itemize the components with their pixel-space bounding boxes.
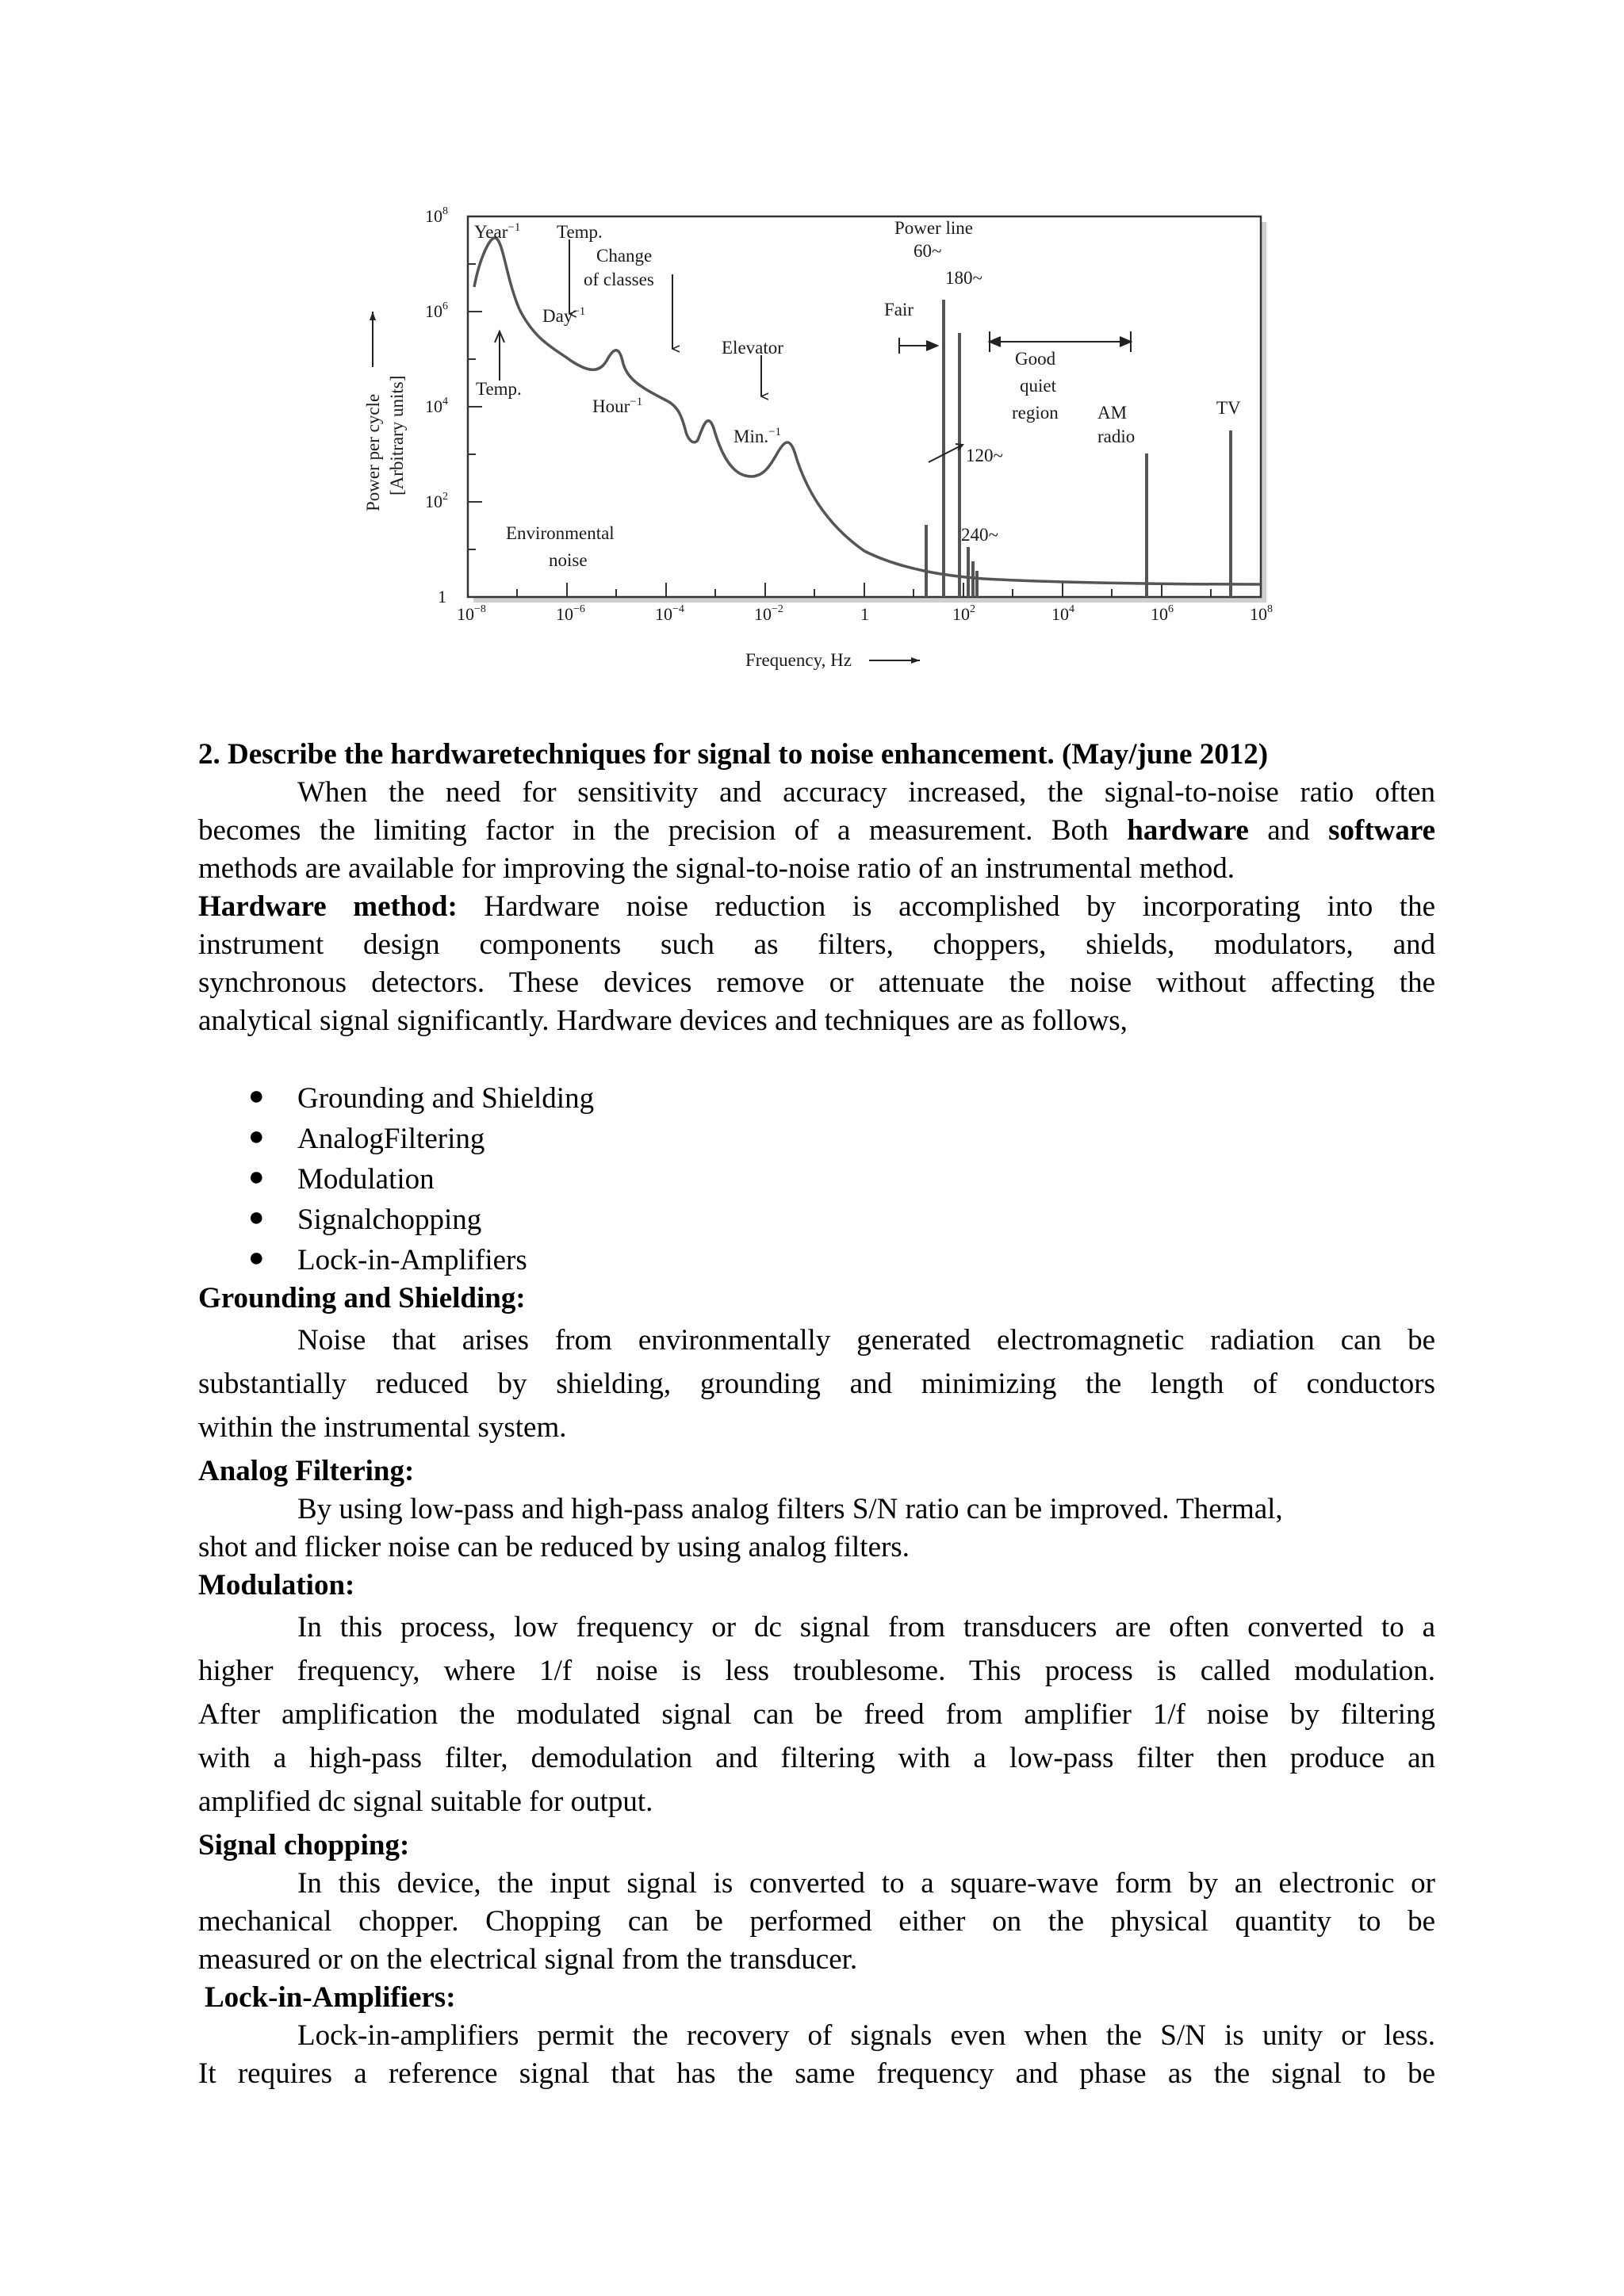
x-tick-label: $10^{-8}$ [457,603,486,624]
question-heading: 2. Describe the hardwaretechniques for signal to noise enhancement. (May/june 2012) [198,738,1269,771]
grounding-line-2: substantially reduced by shielding, grounding and minimizing the length of conductors [198,1368,1435,1400]
noise-spectrum-diagram [349,198,1273,690]
label-hour: Hour$^{-1}$ [592,396,643,416]
analog-line-1: By using low-pass and high-pass analog filters S/N ratio can be improved. Thermal, [297,1493,1283,1525]
x-tick-label: $10^{-6}$ [556,603,585,624]
hardware-line-4: analytical signal significantly. Hardware devices and techniques are as follows, [198,1004,1128,1037]
label-elevator: Elevator [722,338,783,358]
label-change: Change [596,246,653,266]
label-region: region [1012,403,1059,423]
label-radio: radio [1097,427,1136,446]
intro-and: and [1267,814,1310,847]
list-item-text: AnalogFiltering [297,1123,485,1155]
hardware-line-1 [198,890,1435,924]
label-of-classes: of classes [584,270,654,289]
bullet-icon: ● [248,1243,265,1272]
label-good: Good [1015,349,1056,369]
label-quiet: quiet [1020,376,1056,396]
modulation-line-5: amplified dc signal suitable for output. [198,1785,653,1818]
label-year: Year$^{-1}$ [474,221,521,242]
list-item-text: Signalchopping [297,1203,482,1236]
label-240: 240~ [961,525,998,545]
list-item-text: Lock-in-Amplifiers [297,1244,527,1276]
hardware-line-3: synchronous detectors. These devices remove or attenuate the noise without affecting the [198,966,1435,999]
intro-software-bold: software [1328,814,1436,847]
lockin-title: Lock-in-Amplifiers: [205,1981,456,2014]
label-noise: noise [549,550,588,570]
chopping-line-2: mechanical chopper. Chopping can be performed either on the physical quantity to be [198,1905,1435,1938]
x-tick-label: 1 [860,604,869,624]
hardware-line-1-text: Hardware noise reduction is accomplished by incorporating into the [484,890,1436,923]
modulation-line-4: with a high-pass filter, demodulation and filtering with a low-pass filter then produce an [198,1742,1435,1774]
x-tick-label: $10^6$ [1151,603,1174,624]
lockin-line-1: Lock-in-amplifiers permit the recovery of signals even when the S/N is unity or less. [297,2019,1435,2052]
label-60: 60~ [914,241,942,261]
list-item-text: Grounding and Shielding [297,1082,595,1115]
lockin-line-2: It requires a reference signal that has the same frequency and phase as the signal to be [198,2057,1435,2090]
x-tick-label: $10^8$ [1250,603,1273,624]
noise-spectrum-figure [349,198,1273,690]
y-axis-subtitle: [Arbitrary units] [387,375,407,496]
chopping-line-1: In this device, the input signal is converted to a square-wave form by an electronic or [297,1867,1435,1900]
chopping-line-3: measured or on the electrical signal from the transducer. [198,1943,858,1976]
intro-hardware-bold: hardware [1127,814,1249,847]
intro-line-2-text: becomes the limiting factor in the precision of a measurement. Both [198,814,1109,847]
label-temp-top: Temp. [557,222,603,242]
grounding-line-3: within the instrumental system. [198,1411,567,1444]
y-tick-1e8: $10^8$ [425,205,448,226]
modulation-line-3: After amplification the modulated signal can be freed from amplifier 1/f noise by filtering [198,1698,1435,1731]
label-120: 120~ [966,446,1003,465]
x-tick-label: $10^{-2}$ [754,603,783,624]
label-am: AM [1097,403,1128,423]
intro-line-1: When the need for sensitivity and accuracy increased, the signal-to-noise ratio often [297,776,1435,809]
modulation-line-2: higher frequency, where 1/f noise is less troublesome. This process is called modulation. [198,1655,1435,1687]
label-day: Day$^{-1}$ [542,305,586,326]
y-tick-1e2: $10^2$ [425,491,448,511]
chopping-title: Signal chopping: [198,1829,410,1862]
label-min: Min.$^{-1}$ [733,426,782,446]
hardware-line-2: instrument design components such as filters, choppers, shields, modulators, and [198,928,1435,961]
analog-line-2: shot and flicker noise can be reduced by using analog filters. [198,1531,910,1563]
x-tick-label: $10^4$ [1051,603,1074,624]
bullet-icon: ● [248,1081,265,1111]
grounding-line-1: Noise that arises from environmentally generated electromagnetic radiation can be [297,1324,1435,1357]
modulation-line-1: In this process, low frequency or dc signal from transducers are often converted to a [297,1611,1435,1644]
intro-line-2 [198,813,1435,848]
label-tv: TV [1216,398,1241,418]
x-tick-labels [457,603,1273,624]
label-environmental: Environmental [506,523,615,543]
label-power-line: Power line [894,218,974,238]
modulation-title: Modulation: [198,1569,355,1601]
bullet-icon: ● [248,1203,265,1232]
y-axis-title: Power per cycle [363,393,383,511]
x-tick-label: $10^{-4}$ [655,603,684,624]
label-fair: Fair [884,300,914,320]
y-tick-1e6: $10^6$ [425,300,448,321]
grounding-title: Grounding and Shielding: [198,1282,526,1314]
intro-line-3: methods are available for improving the signal-to-noise ratio of an instrumental method. [198,852,1235,885]
x-tick-label: $10^2$ [952,603,975,624]
label-180: 180~ [945,268,982,288]
hardware-method-label: Hardware method: [198,890,458,923]
analog-title: Analog Filtering: [198,1455,415,1487]
y-tick-1e4: $10^4$ [425,396,448,416]
x-axis-title: Frequency, Hz [745,650,852,670]
y-tick-labels [425,205,448,607]
label-temp-left: Temp. [476,379,522,399]
list-item-text: Modulation [297,1163,435,1196]
bullet-icon: ● [248,1122,265,1151]
y-tick-1: 1 [438,587,446,607]
bullet-icon: ● [248,1162,265,1192]
